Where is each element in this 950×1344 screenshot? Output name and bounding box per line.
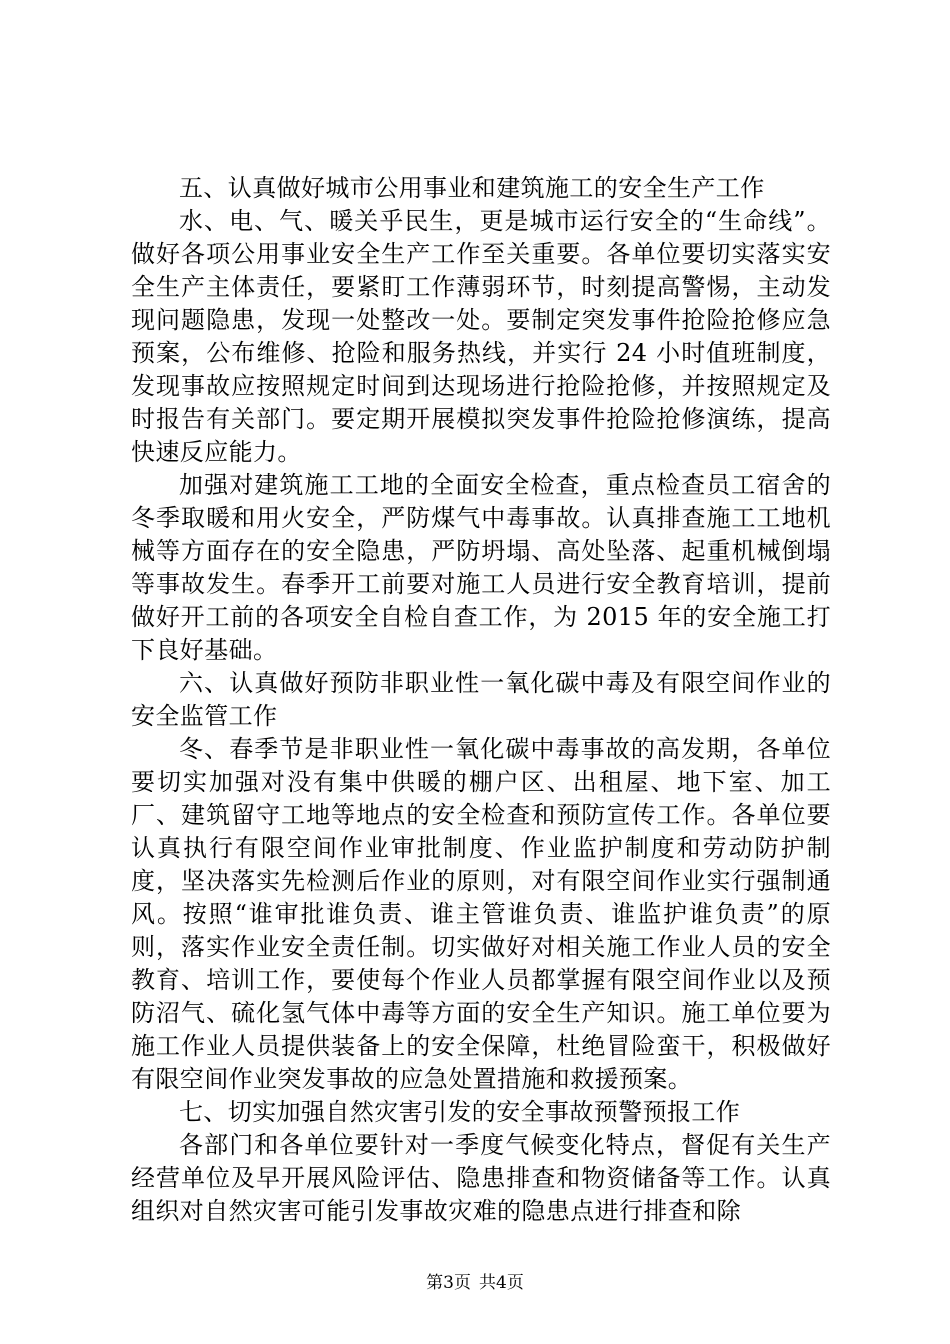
document-body [131, 172, 831, 1228]
section-heading-6: 六、认真做好预防非职业性一氧化碳中毒及有限空间作业的安全监管工作 [131, 669, 831, 730]
page-total: 共4页 [479, 1273, 524, 1293]
page-footer [0, 1272, 950, 1294]
paragraph: 加强对建筑施工工地的全面安全检查，重点检查员工宿舍的冬季取暖和用火安全，严防煤气中毒事故。认真排查施工工地机械等方面存在的安全隐患，严防坍塌、高处坠落、起重机械倒塌等事故发生。春季开工前要对施工人员进行安全教育培训，提前做好开工前的各项安全自检自查工作，为 2015 年的安全施工打下良好基础。 [131, 471, 831, 664]
section-heading-7: 七、切实加强自然灾害引发的安全事故预警预报工作 [179, 1098, 741, 1126]
page-number: 第3页 [426, 1273, 471, 1293]
paragraph: 冬、春季节是非职业性一氧化碳中毒事故的高发期，各单位要切实加强对没有集中供暖的棚户区、出租屋、地下室、加工厂、建筑留守工地等地点的安全检查和预防宣传工作。各单位要认真执行有限空间作业审批制度、作业监护制度和劳动防护制度，坚决落实先检测后作业的原则，对有限空间作业实行强制通风。按照“谁审批谁负责、谁主管谁负责、谁监护谁负责”的原则，落实作业安全责任制。切实做好对相关施工作业人员的安全教育、培训工作，要使每个作业人员都掌握有限空间作业以及预防沼气、硫化氢气体中毒等方面的安全生产知识。施工单位要为施工作业人员提供装备上的安全保障，杜绝冒险蛮干，积极做好有限空间作业突发事故的应急处置措施和救援预案。 [131, 735, 831, 1093]
paragraph: 各部门和各单位要针对一季度气候变化特点，督促有关生产经营单位及早开展风险评估、隐患排查和物资储备等工作。认真组织对自然灾害可能引发事故灾难的隐患点进行排查和除 [131, 1131, 831, 1225]
paragraph: 水、电、气、暖关乎民生，更是城市运行安全的“生命线”。做好各项公用事业安全生产工作至关重要。各单位要切实落实安全生产主体责任，要紧盯工作薄弱环节，时刻提高警惕，主动发现问题隐患，发现一处整改一处。要制定突发事件抢险抢修应急预案，公布维修、抢险和服务热线，并实行 24 小时值班制度，发现事故应按照规定时间到达现场进行抢险抢修，并按照规定及时报告有关部门。要定期开展模拟突发事件抢险抢修演练，提高快速反应能力。 [131, 207, 831, 466]
section-heading-5: 五、认真做好城市公用事业和建筑施工的安全生产工作 [179, 174, 765, 202]
